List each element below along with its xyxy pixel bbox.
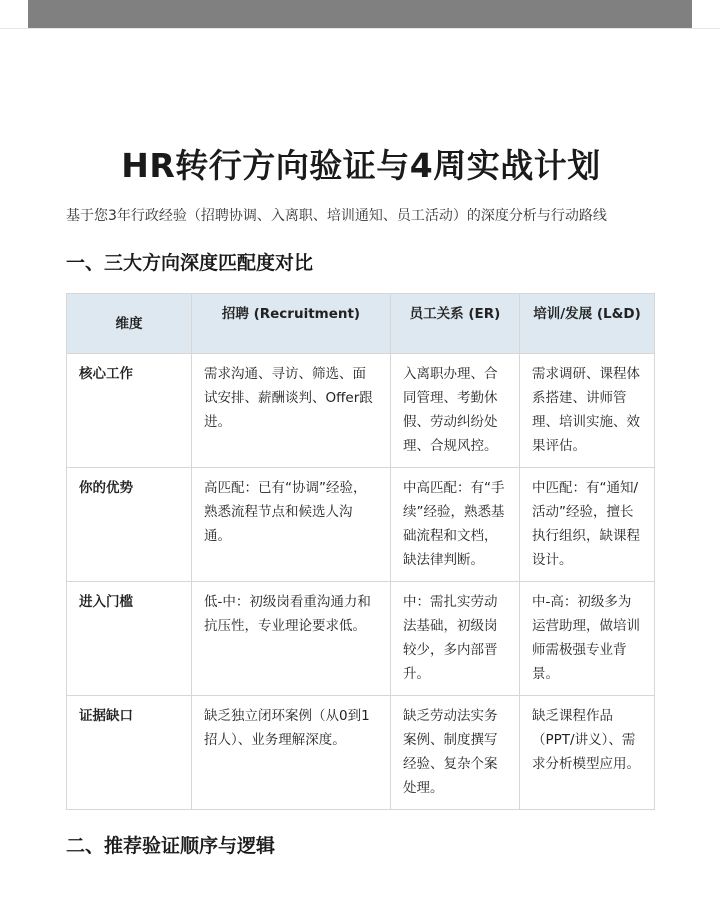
row-dimension: 你的优势 bbox=[67, 468, 192, 582]
header-recruitment: 招聘 (Recruitment) bbox=[192, 294, 391, 354]
row-dimension: 进入门槛 bbox=[67, 582, 192, 696]
window-top-bar bbox=[28, 0, 692, 28]
page-subtitle: 基于您3年行政经验（招聘协调、入离职、培训通知、员工活动）的深度分析与行动路线 bbox=[66, 208, 607, 224]
cell-learning-development: 中匹配：有“通知/活动”经验，擅长执行组织，缺课程设计。 bbox=[520, 468, 655, 582]
table-header-row bbox=[67, 294, 655, 354]
section-heading-comparison: 一、三大方向深度匹配度对比 bbox=[66, 252, 314, 274]
comparison-table bbox=[66, 293, 655, 810]
row-dimension: 核心工作 bbox=[67, 354, 192, 468]
cell-learning-development: 需求调研、课程体系搭建、讲师管理、培训实施、效果评估。 bbox=[520, 354, 655, 468]
cell-recruitment: 缺乏独立闭环案例（从0到1招人）、业务理解深度。 bbox=[192, 696, 391, 810]
table-row bbox=[67, 354, 655, 468]
header-employee-relations: 员工关系 (ER) bbox=[391, 294, 520, 354]
cell-employee-relations: 入离职办理、合同管理、考勤休假、劳动纠纷处理、合规风控。 bbox=[391, 354, 520, 468]
header-learning-development: 培训/发展 (L&D) bbox=[520, 294, 655, 354]
page-title: HR转行方向验证与4周实战计划 bbox=[121, 146, 601, 185]
section-heading-validation-order: 二、推荐验证顺序与逻辑 bbox=[66, 835, 276, 857]
document-body bbox=[66, 140, 656, 876]
cell-employee-relations: 中高匹配：有“手续”经验，熟悉基础流程和文档，缺法律判断。 bbox=[391, 468, 520, 582]
cell-employee-relations: 中：需扎实劳动法基础，初级岗较少，多内部晋升。 bbox=[391, 582, 520, 696]
table-row bbox=[67, 582, 655, 696]
cell-recruitment: 高匹配：已有“协调”经验，熟悉流程节点和候选人沟通。 bbox=[192, 468, 391, 582]
cell-employee-relations: 缺乏劳动法实务案例、制度撰写经验、复杂个案处理。 bbox=[391, 696, 520, 810]
cell-learning-development: 中-高：初级多为运营助理，做培训师需极强专业背景。 bbox=[520, 582, 655, 696]
cell-learning-development: 缺乏课程作品（PPT/讲义）、需求分析模型应用。 bbox=[520, 696, 655, 810]
cell-recruitment: 需求沟通、寻访、筛选、面试安排、薪酬谈判、Offer跟进。 bbox=[192, 354, 391, 468]
top-divider bbox=[0, 28, 720, 29]
cell-recruitment: 低-中：初级岗看重沟通力和抗压性，专业理论要求低。 bbox=[192, 582, 391, 696]
header-dimension: 维度 bbox=[67, 294, 192, 354]
row-dimension: 证据缺口 bbox=[67, 696, 192, 810]
table-row bbox=[67, 468, 655, 582]
table-row bbox=[67, 696, 655, 810]
